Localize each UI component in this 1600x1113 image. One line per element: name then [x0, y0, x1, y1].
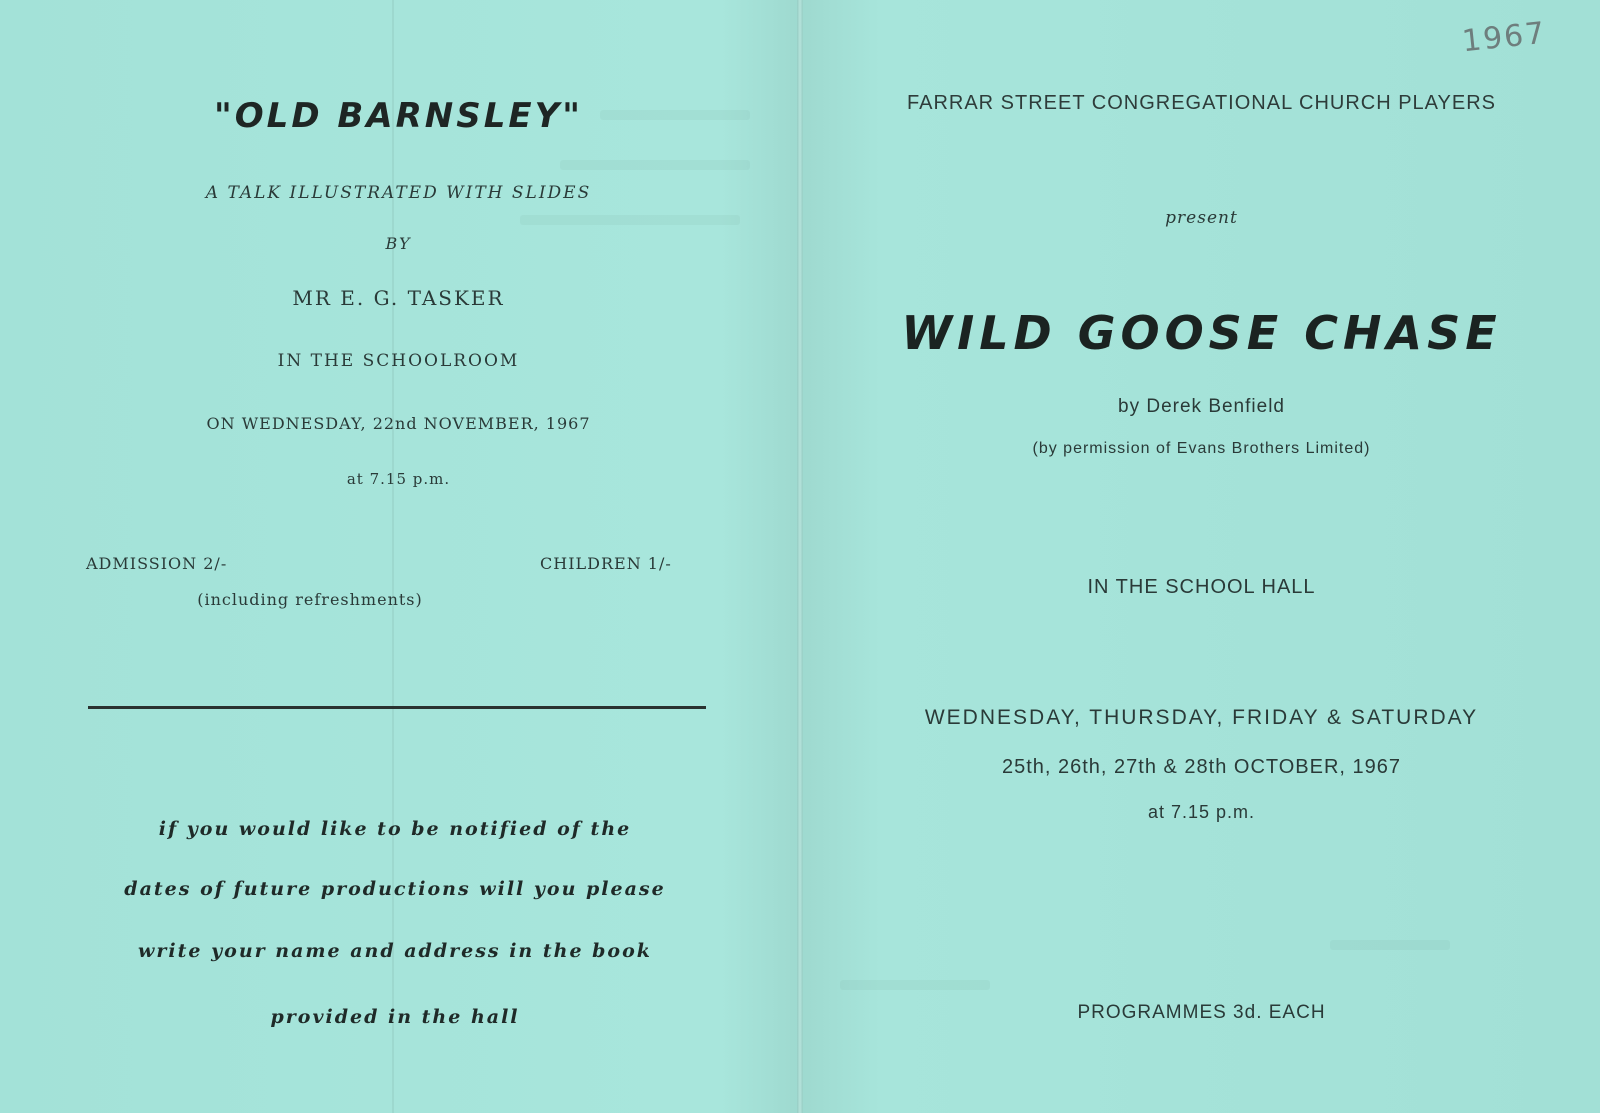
divider-rule	[88, 706, 706, 709]
presenters: FARRAR STREET CONGREGATIONAL CHURCH PLAYERS	[906, 92, 1496, 114]
programme-price: PROGRAMMES 3d. EACH	[1077, 1002, 1326, 1023]
talk-title: "OLD BARNSLEY"	[214, 96, 583, 136]
present-label: present	[1165, 208, 1238, 228]
right-panel	[803, 0, 1600, 1113]
admission-price: ADMISSION 2/-	[86, 554, 228, 573]
talk-date: ON WEDNESDAY, 22nd NOVEMBER, 1967	[206, 414, 591, 433]
notice-line: if you would like to be notified of the	[158, 818, 632, 840]
performance-days: WEDNESDAY, THURSDAY, FRIDAY & SATURDAY	[924, 706, 1479, 729]
notice-line: dates of future productions will you please	[124, 878, 666, 900]
performance-time: at 7.15 p.m.	[1147, 802, 1256, 822]
handwritten-year-annotation: 1967	[1460, 15, 1548, 60]
children-price: CHILDREN 1/-	[540, 554, 672, 573]
play-venue: IN THE SCHOOL HALL	[1087, 576, 1316, 598]
talk-subtitle: A TALK ILLUSTRATED WITH SLIDES	[205, 183, 592, 203]
notice-line: write your name and address in the book	[138, 940, 652, 962]
talk-time: at 7.15 p.m.	[346, 470, 451, 488]
talk-venue: IN THE SCHOOLROOM	[277, 351, 520, 371]
by-label: BY	[385, 234, 412, 253]
permission-note: (by permission of Evans Brothers Limited)	[1032, 440, 1371, 457]
left-panel	[0, 0, 797, 1113]
play-title: WILD GOOSE CHASE	[901, 306, 1502, 360]
performance-dates: 25th, 26th, 27th & 28th OCTOBER, 1967	[1001, 756, 1402, 778]
including-note: (including refreshments)	[197, 590, 423, 609]
speaker-name: MR E. G. TASKER	[292, 286, 505, 310]
notice-line: provided in the hall	[270, 1006, 520, 1028]
play-author: by Derek Benfield	[1118, 396, 1285, 417]
